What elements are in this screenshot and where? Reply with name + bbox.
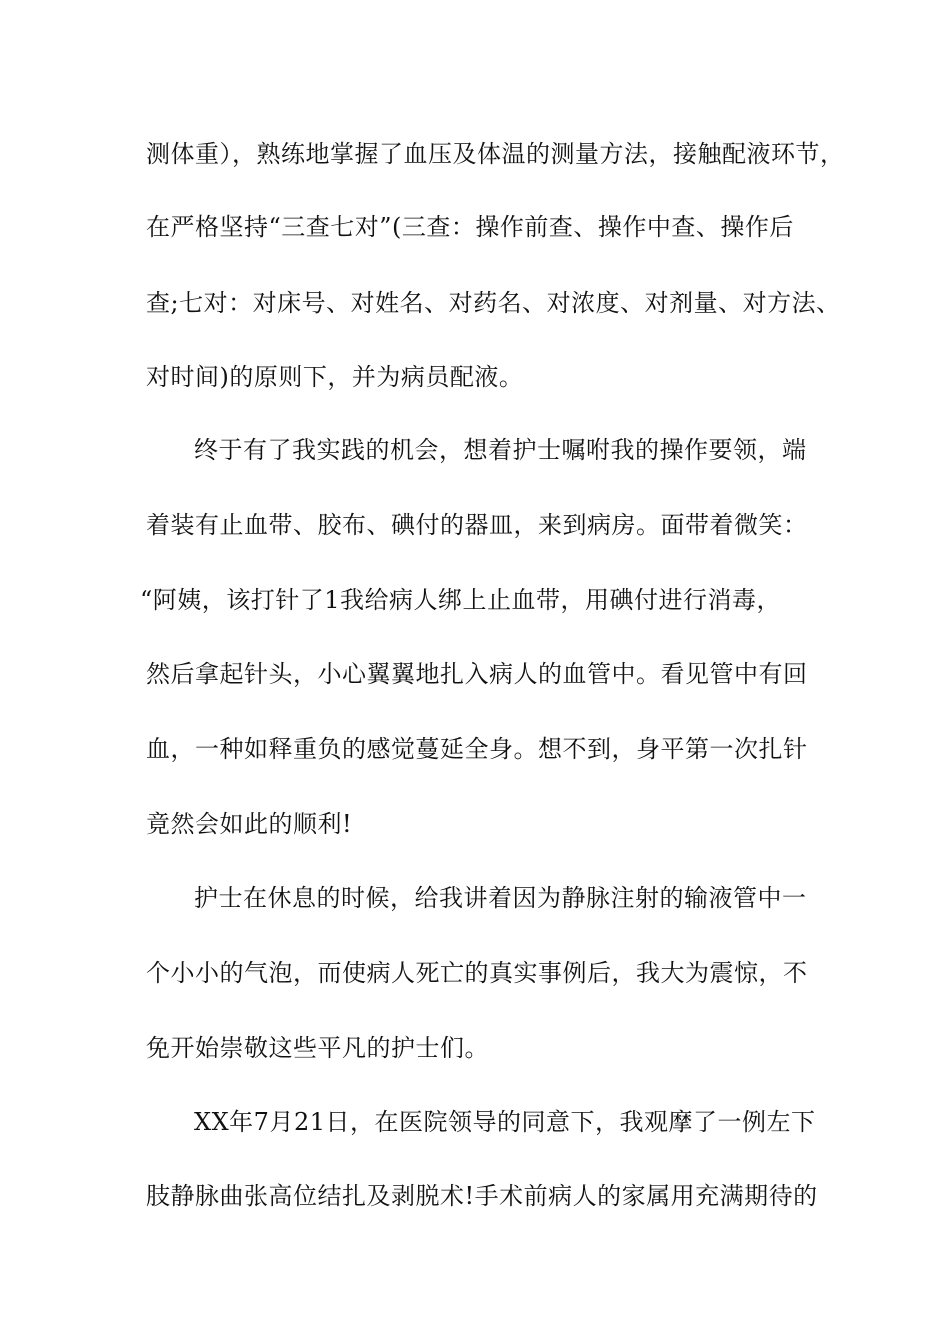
paragraph-start-line: XX年7月21日，在医院领导的同意下，我观摩了一例左下 bbox=[194, 1108, 816, 1136]
text-line-3: 查;七对：对床号、对姓名、对药名、对浓度、对剂量、对方法、 bbox=[146, 289, 841, 317]
text-line-2: 在严格坚持“三查七对”(三查：操作前查、操作中查、操作后 bbox=[146, 213, 794, 241]
text-line-8: 然后拿起针头，小心翼翼地扎入病人的血管中。看见管中有回 bbox=[146, 660, 808, 688]
text-line-9: 血，一种如释重负的感觉蔓延全身。想不到，身平第一次扎针 bbox=[146, 735, 808, 763]
text-line-10: 竟然会如此的顺利! bbox=[146, 810, 353, 838]
paragraph-start-line: 终于有了我实践的机会，想着护士嘱咐我的操作要领，端 bbox=[194, 436, 807, 464]
text-line-13: 免开始崇敬这些平凡的护士们。 bbox=[146, 1034, 489, 1062]
text-line-6: 着装有止血带、胶布、碘付的器皿，来到病房。面带着微笑： bbox=[146, 511, 808, 539]
paragraph-start-line: 护士在休息的时候，给我讲着因为静脉注射的输液管中一 bbox=[194, 884, 807, 912]
text-line-12: 个小小的气泡，而使病人死亡的真实事例后，我大为震惊，不 bbox=[146, 959, 808, 987]
text-line-15: 肢静脉曲张高位结扎及剥脱术!手术前病人的家属用充满期待的 bbox=[146, 1182, 818, 1210]
text-line-4: 对时间)的原则下，并为病员配液。 bbox=[146, 363, 524, 391]
text-line-7: “阿姨，该打针了1我给病人绑上止血带，用碘付进行消毒， bbox=[140, 586, 782, 614]
text-line-1: 测体重），熟练地掌握了血压及体温的测量方法，接触配液环节， bbox=[146, 140, 845, 168]
